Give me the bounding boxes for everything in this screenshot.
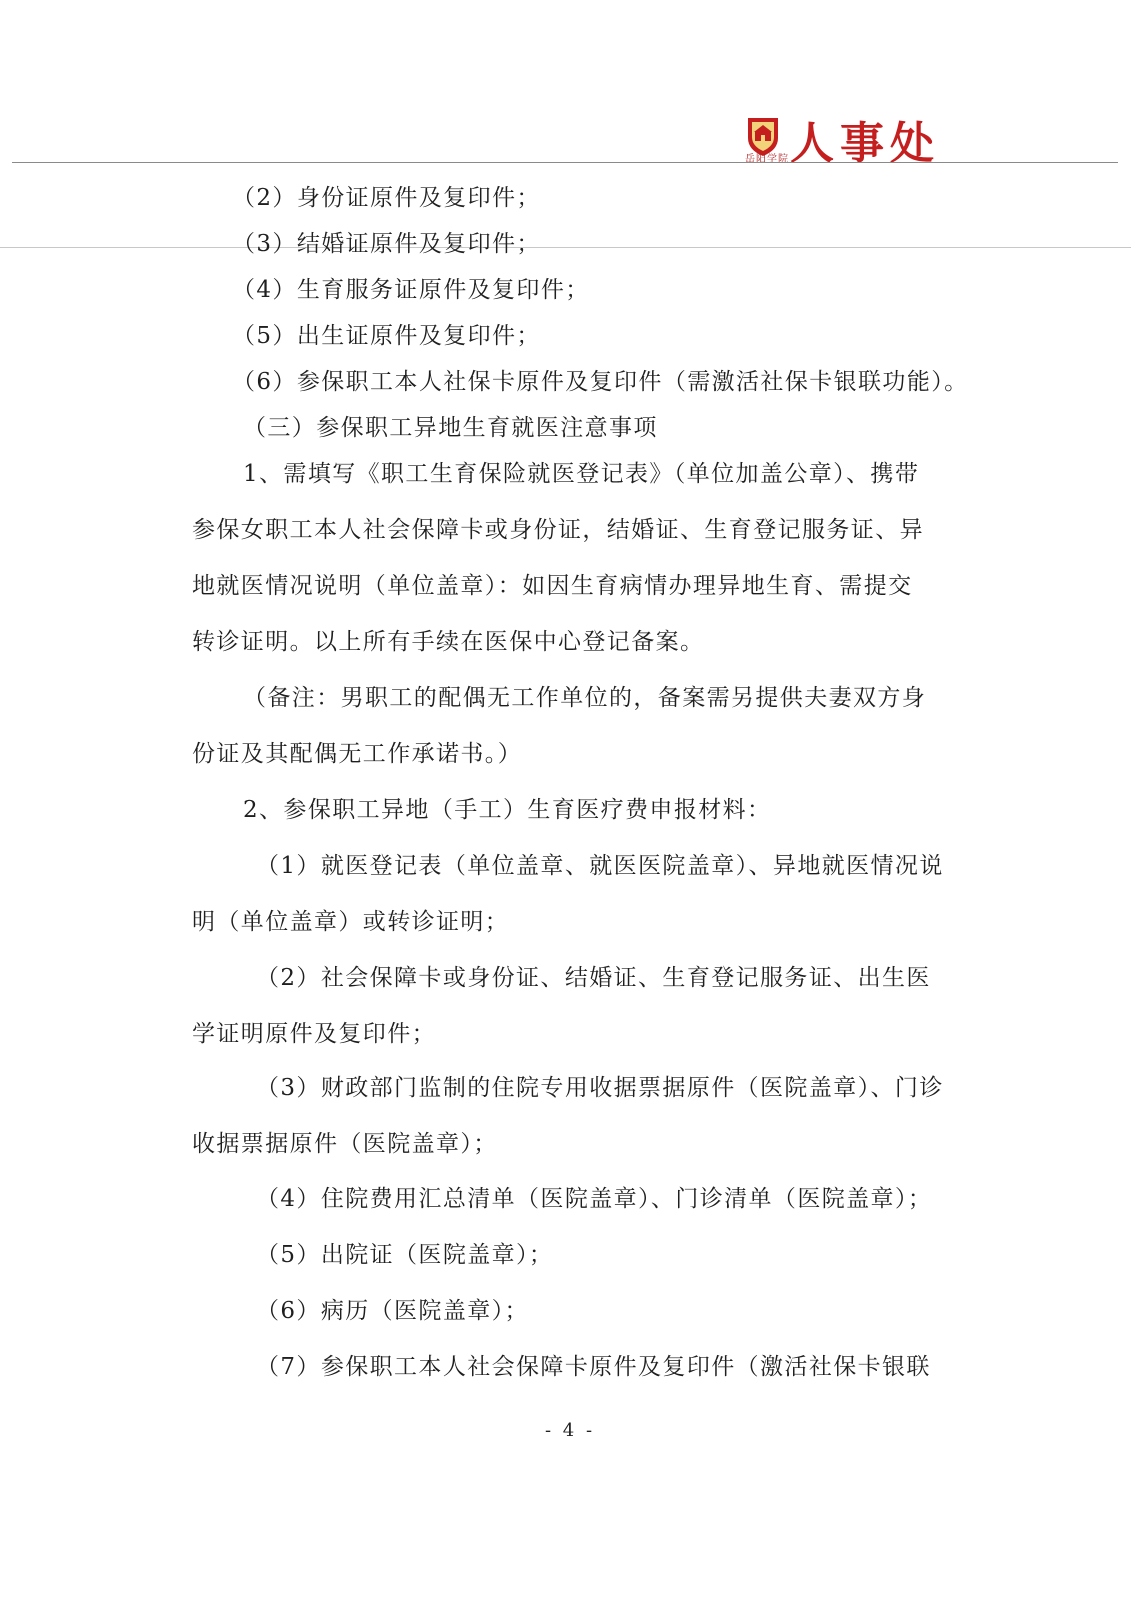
header-rule — [12, 162, 1118, 163]
material-6: （6）病历（医院盖章）； — [256, 1298, 529, 1324]
item-id-card: （2）身份证原件及复印件； — [232, 185, 541, 211]
department-title: 人事处 — [790, 118, 940, 169]
note-line2: 份证及其配偶无工作承诺书。） — [192, 741, 523, 767]
para1-line3: 地就医情况说明（单位盖章）：如因生育病情办理异地生育、需提交 — [192, 573, 913, 599]
para1-line1: 1、需填写《职工生育保险就医登记表》（单位加盖公章）、携带 — [243, 461, 920, 487]
item-birth-service-cert: （4）生育服务证原件及复印件； — [232, 277, 590, 303]
item-marriage-cert: （3）结婚证原件及复印件； — [232, 231, 541, 257]
para1-line4: 转诊证明。以上所有手续在医保中心登记备案。 — [192, 629, 705, 655]
material-2-line2: 学证明原件及复印件； — [192, 1021, 436, 1047]
section-heading-remote-care: （三）参保职工异地生育就医注意事项 — [243, 415, 658, 441]
item-birth-cert: （5）出生证原件及复印件； — [232, 323, 541, 349]
material-1-line1: （1）就医登记表（单位盖章、就医医院盖章）、异地就医情况说 — [256, 853, 944, 879]
material-5: （5）出院证（医院盖章）； — [256, 1242, 554, 1268]
material-7: （7）参保职工本人社会保障卡原件及复印件（激活社保卡银联 — [256, 1354, 931, 1380]
para1-line2: 参保女职工本人社会保障卡或身份证，结婚证、生育登记服务证、异 — [192, 517, 924, 543]
material-1-line2: 明（单位盖章）或转诊证明； — [192, 909, 510, 935]
item-social-security-card: （6）参保职工本人社保卡原件及复印件（需激活社保卡银联功能）。 — [232, 369, 969, 395]
material-4: （4）住院费用汇总清单（医院盖章）、门诊清单（医院盖章）； — [256, 1186, 933, 1212]
emblem-motto: 岳阳学院 — [745, 154, 789, 165]
page-number: - 4 - — [544, 1420, 596, 1441]
material-2-line1: （2）社会保障卡或身份证、结婚证、生育登记服务证、出生医 — [256, 965, 931, 991]
note-line1: （备注：男职工的配偶无工作单位的，备案需另提供夫妻双方身 — [243, 685, 927, 711]
scan-artifact-line — [0, 247, 1131, 248]
para2-heading: 2、参保职工异地（手工）生育医疗费申报材料： — [243, 797, 772, 823]
material-3-line2: 收据票据原件（医院盖章）； — [192, 1131, 498, 1157]
material-3-line1: （3）财政部门监制的住院专用收据票据原件（医院盖章）、门诊 — [256, 1075, 944, 1101]
